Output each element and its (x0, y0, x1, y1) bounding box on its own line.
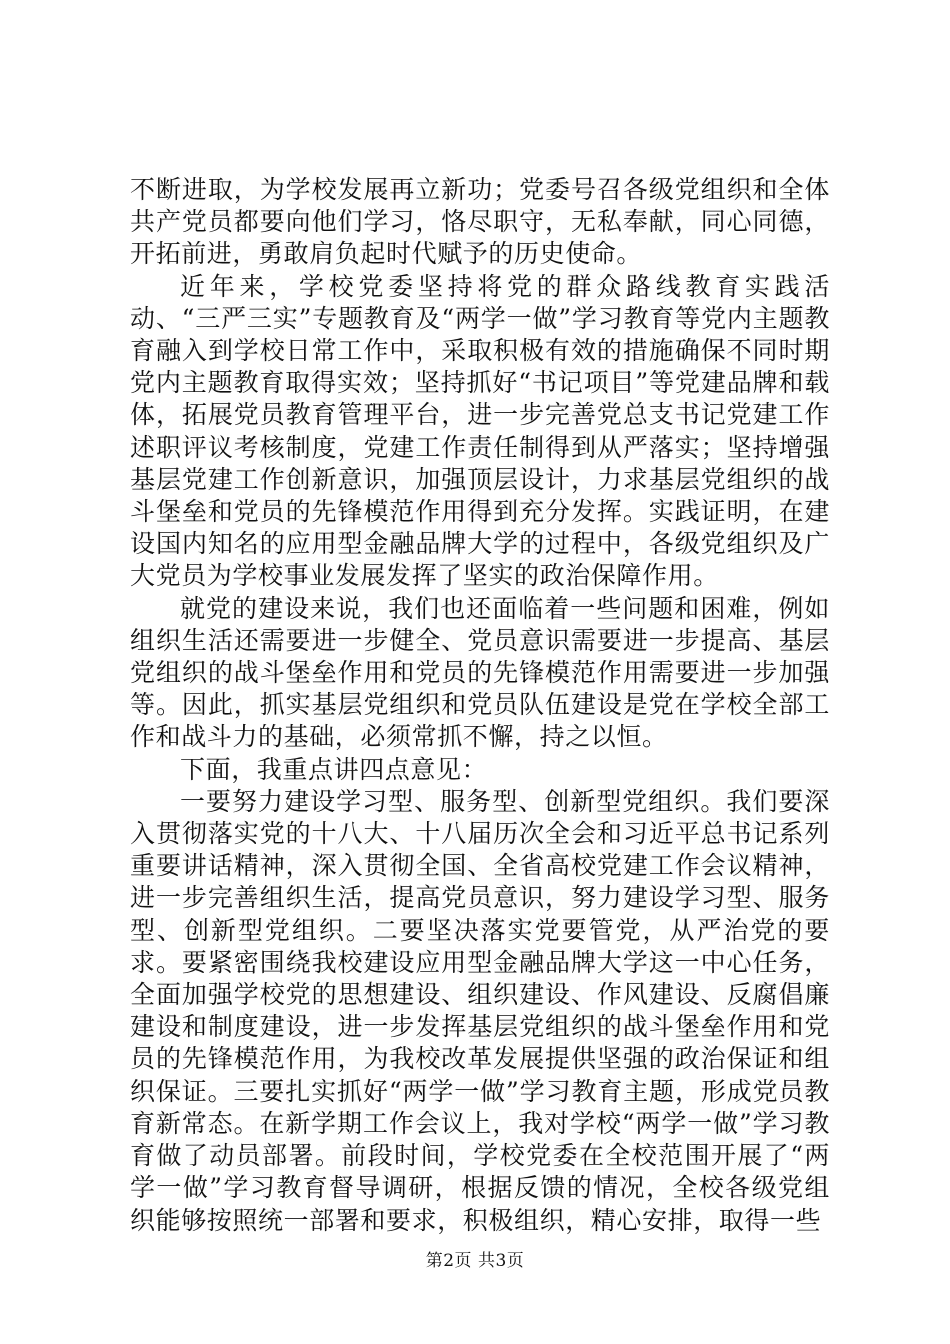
paragraph-3: 就党的建设来说，我们也还面临着一些问题和困难，例如组织生活还需要进一步健全、党员意识需要进一步提高、基层党组织的战斗堡垒作用和党员的先锋模范作用需要进一步加强等。因此，抓实基层党组织和党员队伍建设是党在学校全部工作和战斗力的基础，必须常抓不懈，持之以恒。 (130, 593, 830, 752)
paragraph-1: 不断进取，为学校发展再立新功；党委号召各级党组织和全体共产党员都要向他们学习，恪尽职守，无私奉献，同心同德，开拓前进，勇敢肩负起时代赋予的历史使命。 (130, 175, 830, 269)
paragraph-5: 一要努力建设学习型、服务型、创新型党组织。我们要深入贯彻落实党的十八大、十八届历次全会和习近平总书记系列重要讲话精神，深入贯彻全国、全省高校党建工作会议精神，进一步完善组织生活，提高党员意识，努力建设学习型、服务型、创新型党组织。二要坚决落实党要管党，从严治党的要求。要紧密围绕我校建设应用型金融品牌大学这一中心任务，全面加强学校党的思想建设、组织建设、作风建设、反腐倡廉建设和制度建设，进一步发挥基层党组织的战斗堡垒作用和党员的先锋模范作用，为我校改革发展提供坚强的政治保证和组织保证。三要扎实抓好“两学一做”学习教育主题，形成党员教育新常态。在新学期工作会议上，我对学校“两学一做”学习教育做了动员部署。前段时间，学校党委在全校范围开展了“两学一做”学习教育督导调研，根据反馈的情况，全校各级党组织能够按照统一部署和要求，积极组织，精心安排，取得一些 (130, 786, 830, 1235)
page-indicator: 第2页 共3页 (425, 1251, 525, 1271)
paragraph-2: 近年来，学校党委坚持将党的群众路线教育实践活动、“三严三实”专题教育及“两学一做”学习教育等党内主题教育融入到学校日常工作中，采取积极有效的措施确保不同时期党内主题教育取得实效；坚持抓好“书记项目”等党建品牌和载体，拓展党员教育管理平台，进一步完善党总支书记党建工作述职评议考核制度，党建工作责任制得到从严落实；坚持增强基层党建工作创新意识，加强顶层设计，力求基层党组织的战斗堡垒和党员的先锋模范作用得到充分发挥。实践证明，在建设国内知名的应用型金融品牌大学的过程中，各级党组织及广大党员为学校事业发展发挥了坚实的政治保障作用。 (130, 271, 830, 591)
document-body (130, 174, 830, 1237)
page-footer (0, 1246, 950, 1271)
paragraph-4: 下面，我重点讲四点意见： (180, 754, 488, 784)
